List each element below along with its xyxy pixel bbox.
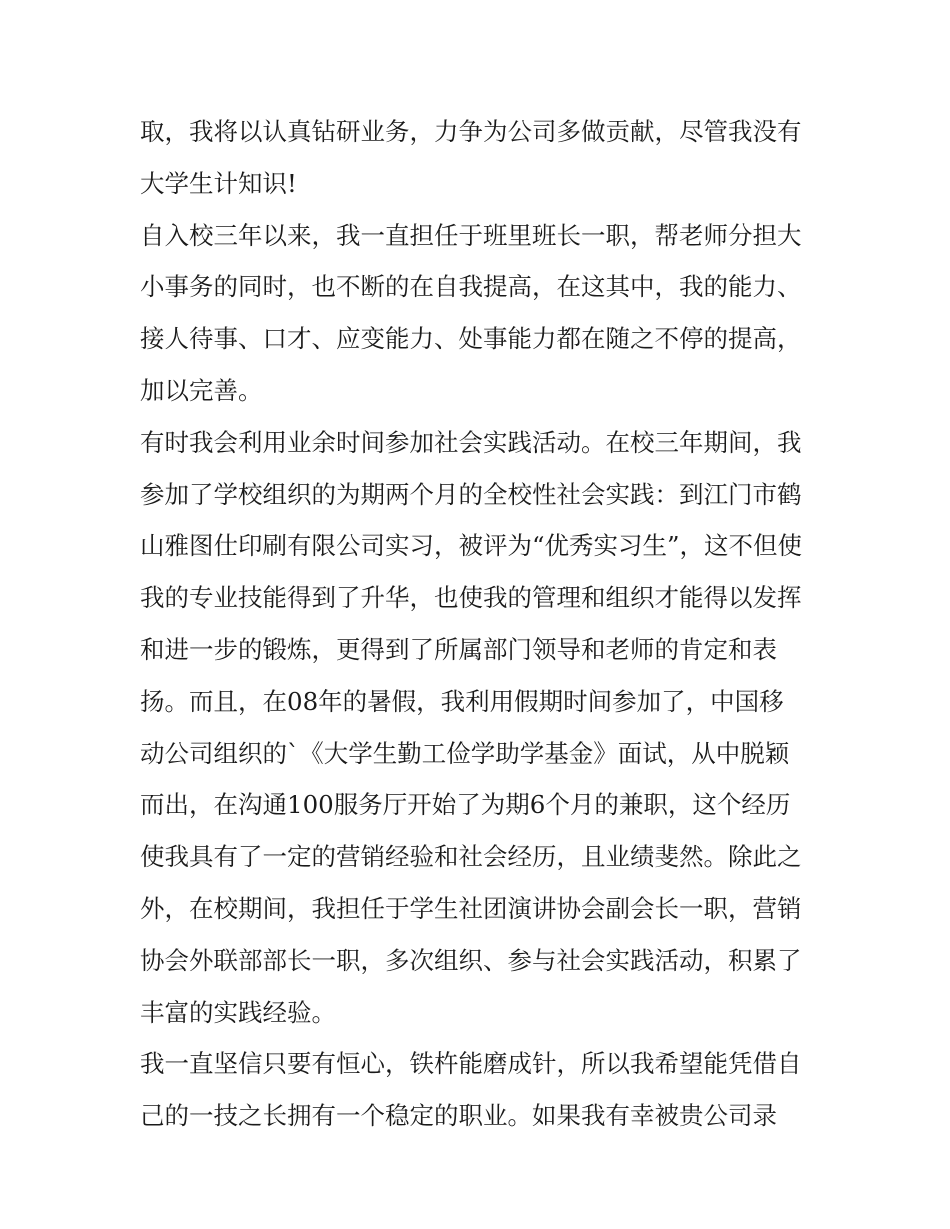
- text-line: 扬。而且，在08年的暑假，我利用假期时间参加了，中国移: [140, 686, 784, 716]
- text-line: 自入校三年以来，我一直担任于班里班长一职，帮老师分担大: [140, 220, 802, 250]
- text-line: 协会外联部部长一职，多次组织、参与社会实践活动，积累了: [140, 945, 802, 975]
- text-line: 有时我会利用业余时间参加社会实践活动。在校三年期间，我: [140, 427, 802, 457]
- text-line: 参加了学校组织的为期两个月的全校性社会实践：到江门市鹤: [140, 479, 802, 509]
- document-body: [140, 106, 820, 1142]
- text-line: 而出，在沟通100服务厅开始了为期6个月的兼职，这个经历: [140, 790, 791, 820]
- text-line: 加以完善。: [140, 375, 263, 405]
- text-line: 小事务的同时，也不断的在自我提高，在这其中，我的能力、: [140, 272, 802, 302]
- text-line: 取，我将以认真钻研业务，力争为公司多做贡献，尽管我没有: [140, 117, 802, 146]
- text-line: 丰富的实践经验。: [140, 997, 336, 1027]
- text-line: 使我具有了一定的营销经验和社会经历，且业绩斐然。除此之: [140, 842, 802, 872]
- text-line: 动公司组织的`《大学生勤工俭学助学基金》面试，从中脱颖: [140, 738, 790, 768]
- text-line: 我一直坚信只要有恒心，铁杵能磨成针，所以我希望能凭借自: [140, 1049, 802, 1079]
- text-line: 山雅图仕印刷有限公司实习，被评为“优秀实习生”，这不但使: [140, 531, 803, 561]
- text-line: 和进一步的锻炼，更得到了所属部门领导和老师的肯定和表: [140, 634, 777, 664]
- text-line: 大学生计知识!: [140, 168, 297, 198]
- text-line: 我的专业技能得到了升华，也使我的管理和组织才能得以发挥: [140, 583, 802, 613]
- text-line: 外，在校期间，我担任于学生社团演讲协会副会长一职，营销: [140, 893, 802, 923]
- text-line: 己的一技之长拥有一个稳定的职业。如果我有幸被贵公司录: [140, 1101, 777, 1131]
- text-line: 接人待事、口才、应变能力、处事能力都在随之不停的提高，: [140, 324, 802, 354]
